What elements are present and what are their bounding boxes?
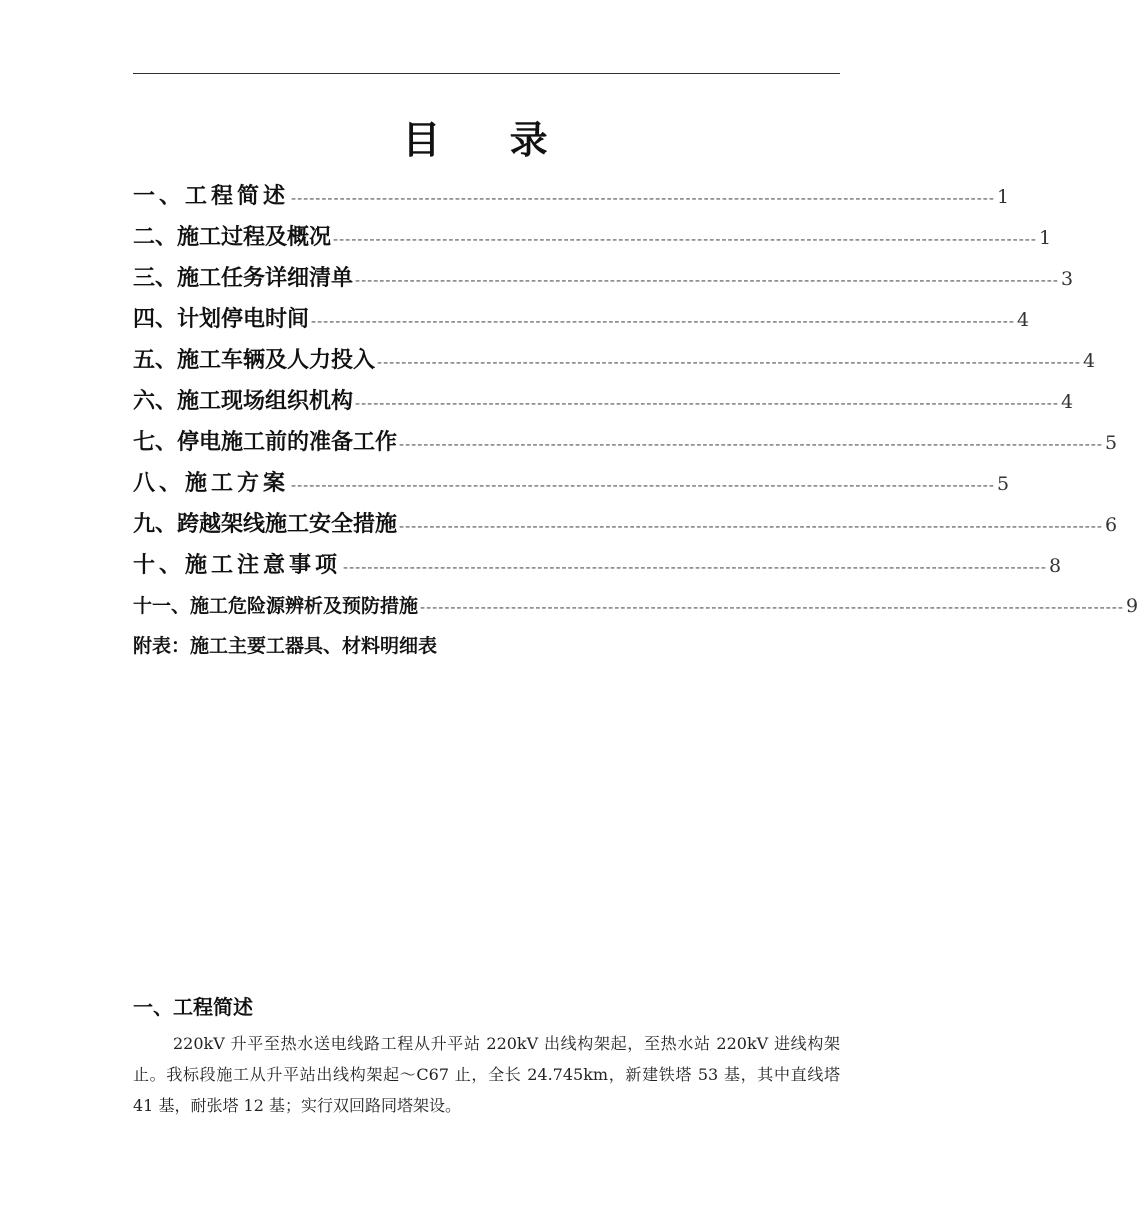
- section-heading: 一、工程简述: [133, 995, 253, 1019]
- toc-entry-page: 5: [996, 473, 1010, 495]
- toc-leader: --------------------------------------------------------------------------------------------------------------------: [355, 271, 1059, 289]
- toc-entry-page: 4: [1060, 391, 1074, 413]
- toc-entry[interactable]: [133, 217, 1052, 258]
- toc-leader: --------------------------------------------------------------------------------------------------------------------: [399, 435, 1103, 453]
- toc-entry-label: 七、停电施工前的准备工作: [133, 430, 398, 455]
- toc-leader: --------------------------------------------------------------------------------------------------------------------: [399, 517, 1103, 535]
- header-rule: [133, 73, 840, 74]
- toc-entry[interactable]: [133, 422, 1118, 463]
- table-of-contents: [133, 176, 1138, 627]
- toc-entry-label: 十、施工注意事项: [133, 553, 342, 578]
- toc-leader: --------------------------------------------------------------------------------------------------------------------: [311, 312, 1015, 330]
- toc-entry[interactable]: [133, 545, 1062, 586]
- toc-entry-page: 8: [1048, 555, 1062, 577]
- toc-entry-page: 4: [1082, 350, 1096, 372]
- section-paragraph: 220kV 升平至热水送电线路工程从升平站 220kV 出线构架起，至热水站 220kV 进线构架止。我标段施工从升平站出线构架起～C67 止，全长 24.745km，新建铁塔 53 基，其中直线塔 41 基，耐张塔 12 基；实行双回路同塔架设。: [133, 1034, 840, 1115]
- toc-entry-page: 1: [1038, 227, 1052, 249]
- toc-entry-label: 六、施工现场组织机构: [133, 389, 354, 414]
- toc-entry[interactable]: [133, 176, 1010, 217]
- toc-leader: --------------------------------------------------------------------------------------------------------------------: [377, 353, 1081, 371]
- toc-entry-label: 二、施工过程及概况: [133, 225, 332, 250]
- toc-entry-label: 三、施工任务详细清单: [133, 266, 354, 291]
- toc-entry-page: 4: [1016, 309, 1030, 331]
- toc-entry-label: 四、计划停电时间: [133, 307, 310, 332]
- toc-entry-label: 九、跨越架线施工安全措施: [133, 512, 398, 537]
- toc-entry[interactable]: [133, 586, 1138, 627]
- toc-leader: --------------------------------------------------------------------------------------------------------------------: [355, 394, 1059, 412]
- toc-entry-page: 6: [1104, 514, 1118, 536]
- toc-leader: --------------------------------------------------------------------------------------------------------------------: [420, 598, 1124, 616]
- toc-entry-page: 5: [1104, 432, 1118, 454]
- toc-entry-label: 五、施工车辆及人力投入: [133, 348, 376, 373]
- toc-title: 目 录: [402, 118, 576, 162]
- toc-leader: --------------------------------------------------------------------------------------------------------------------: [291, 476, 995, 494]
- toc-entry[interactable]: [133, 258, 1074, 299]
- toc-entry[interactable]: [133, 340, 1096, 381]
- toc-entry[interactable]: [133, 381, 1074, 422]
- toc-entry-label: 一、工程简述: [133, 184, 290, 209]
- toc-entry-label: 八、施工方案: [133, 471, 290, 496]
- toc-entry-page: 1: [996, 186, 1010, 208]
- appendix-note: 附表：施工主要工器具、材料明细表: [133, 635, 438, 657]
- toc-leader: --------------------------------------------------------------------------------------------------------------------: [343, 558, 1047, 576]
- toc-leader: --------------------------------------------------------------------------------------------------------------------: [291, 189, 995, 207]
- toc-entry[interactable]: [133, 463, 1010, 504]
- toc-entry-label: 十一、施工危险源辨析及预防措施: [133, 595, 419, 617]
- toc-entry[interactable]: [133, 299, 1030, 340]
- toc-entry-page: 9: [1125, 595, 1138, 617]
- toc-entry[interactable]: [133, 504, 1118, 545]
- toc-leader: --------------------------------------------------------------------------------------------------------------------: [333, 230, 1037, 248]
- toc-entry-page: 3: [1060, 268, 1074, 290]
